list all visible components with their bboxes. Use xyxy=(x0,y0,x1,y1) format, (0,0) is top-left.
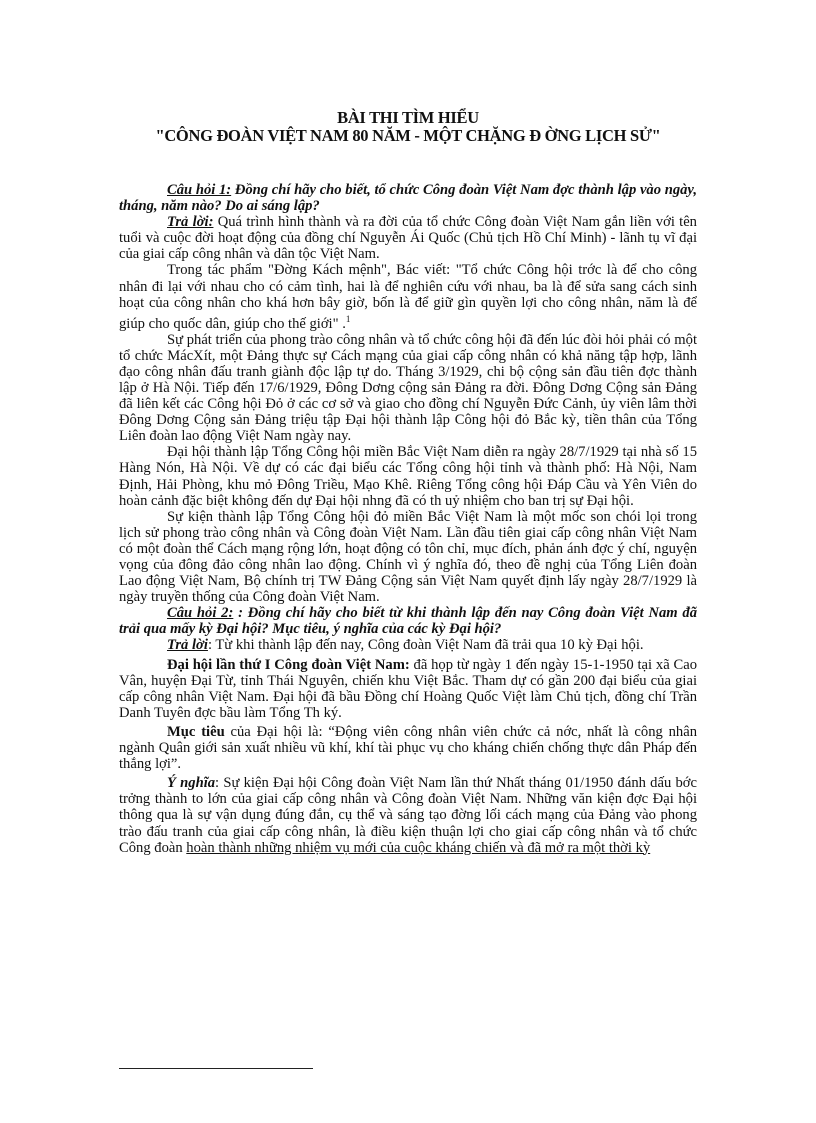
document-title-line2: "CÔNG ĐOÀN VIỆT NAM 80 NĂM - MỘT CHẶNG Đ ỜNG LỊCH SỬ" xyxy=(155,126,661,145)
meaning-heading: Ý nghĩa xyxy=(167,775,216,792)
answer-1-paragraph-4: Đại hội thành lập Tổng Công hội miền Bắc Việt Nam diễn ra ngày 28/7/1929 tại nhà số 15 Hàng Nón, Hà Nội. Về dự có các đại biểu các Tổng công hội tỉnh và thành phố: Hà Nội, Nam Định, Hải Phòng, khu mỏ Đông Triều, Mạo Khê. Riêng Tổng công hội Đáp Cầu và Yên Viên do hoàn cảnh đặc biệt không đến dự Đại hội nhng đã có th uỷ nhiệm cho ban trị sự Đại hội. xyxy=(119,444,697,509)
meaning-text: : Sự kiện Đại hội Công đoàn Việt Nam lần thứ Nhất tháng 01/1950 đánh dấu bớc trởng thành to lớn của giai cấp công nhân và Công đoàn Việt Nam. Những văn kiện đợc Đại hội thông qua là sự vận dụng đúng đắn, cụ thể và sáng tạo đờng lối cách mạng của Đảng vào phong trào đấu tranh của giai cấp công nhân, là điều kiện thuận lợi cho giai cấp công nhân và tổ chức Công đoàn xyxy=(119,775,697,856)
answer-2-text-1: : Từ khi thành lập đến nay, Công đoàn Việt Nam đã trải qua 10 kỳ Đại hội. xyxy=(207,637,644,654)
answer-2-label: Trả lời xyxy=(167,637,208,654)
question-2 xyxy=(119,605,697,637)
answer-2-paragraph-1 xyxy=(119,637,697,653)
answer-1-text-1: Quá trình hình thành và ra đời của tổ chức Công đoàn Việt Nam gắn liền với tên tuổi và cuộc đời hoạt động của đồng chí Nguyễn Ái Quốc (Chủ tịch Hồ Chí Minh) - lãnh tụ vĩ đại của giai cấp công nhân và dân tộc Việt Nam. xyxy=(119,214,697,263)
meaning-text-tail: hoàn thành những nhiệm vụ mới của cuộc kháng chiến và đã mở ra một thời kỳ xyxy=(186,839,651,856)
goal-text: của Đại hội là: “Động viên công nhân viên chức cả nớc, nhất là công nhân ngành Quân giới sản xuất nhiều vũ khí, khí tài phục vụ cho kháng chiến chống thực dân Pháp đến thắng lợi”. xyxy=(119,723,697,773)
question-1-label: Câu hỏi 1: xyxy=(167,182,232,198)
answer-1-paragraph-3: Sự phát triển của phong trào công nhân và tổ chức công hội đã đến lúc đòi hỏi phải có một tổ chức MácXít, một Đảng thực sự Cách mạng của giai cấp công nhân có khả năng tập hợp, lãnh đạo công nhân đấu tranh giành độc lập tự do. Tháng 3/1929, chi bộ cộng sản đầu tiên đợc thành lập ở Hà Nội. Tiếp đến 17/6/1929, Đông Dơng cộng sản Đảng ra đời. Đông Dơng Cộng sản Đảng đã liên kết các Công hội Đỏ ở các cơ sở và giao cho đồng chí Nguyễn Đức Cảnh, ủy viên lâm thời Đông Dơng Cộng sản Đảng triệu tập Đại hội thành lập Công hội đỏ Bắc kỳ, tiền thân của Tổng Liên đoàn lao động Việt Nam ngày nay. xyxy=(119,331,697,445)
congress-1-heading: Đại hội lần thứ I Công đoàn Việt Nam: xyxy=(167,656,410,673)
footnote-separator xyxy=(119,1068,313,1069)
question-2-text: : Đồng chí hãy cho biết từ khi thành lập đến nay Công đoàn Việt Nam đã trải qua mấy kỳ Đại hội? Mục tiêu, ý nghĩa của các kỳ Đại hội? xyxy=(119,605,698,638)
question-1-text: Đồng chí hãy cho biết, tổ chức Công đoàn Việt Nam đợc thành lập vào ngày, tháng, năm nào? Do ai sáng lập? xyxy=(119,182,697,215)
question-2-label: Câu hỏi 2: xyxy=(167,605,234,622)
answer-1-paragraph-2 xyxy=(119,262,697,331)
question-1 xyxy=(119,182,697,214)
congress-1-text: đã họp từ ngày 1 đến ngày 15-1-1950 tại xã Cao Vân, huyện Đại Từ, tỉnh Thái Nguyên, chiến khu Việt Bắc. Tham dự có gần 200 đại biểu của giai cấp công nhân Việt Nam. Đại hội đã bầu Đồng chí Hoàng Quốc Việt làm Chủ tịch, đồng chí Trần Danh Tuyên đợc bầu làm Tổng Th ký. xyxy=(119,656,697,721)
congress-1-meaning-paragraph xyxy=(119,775,697,855)
footnote-marker: 1 xyxy=(345,313,351,324)
answer-1-paragraph-5: Sự kiện thành lập Tổng Công hội đỏ miền Bắc Việt Nam là một mốc son chói lọi trong lịch sử phong trào công nhân và Công đoàn Việt Nam. Lần đầu tiên giai cấp công nhân Việt Nam có một đoàn thể Cách mạng rộng lớn, hoạt động có tôn chỉ, mục đích, phản ánh đợc ý chí, nguyện vọng của đông đảo công nhân lao động. Chính vì ý nghĩa đó, theo đề nghị của Tổng Liên đoàn Lao động Việt Nam, Bộ chính trị TW Đảng Cộng sản Việt Nam quyết định lấy ngày 28/7/1929 là ngày truyền thống của Công đoàn Việt Nam. xyxy=(119,508,697,606)
document-title-line1: BÀI THI TÌM HIỂU xyxy=(337,108,479,127)
document-body xyxy=(119,182,697,856)
goal-heading: Mục tiêu xyxy=(167,723,225,740)
answer-1-paragraph-1 xyxy=(119,214,697,262)
answer-1-label: Trả lời: xyxy=(167,214,214,231)
answer-1-text-2: Trong tác phẩm "Đờng Kách mệnh", Bác viết: "Tổ chức Công hội trớc là để cho công nhân đi lại với nhau cho có cảm tình, hai là để nghiên cứu với nhau, ba là để sửa sang cách sinh hoạt của công nhân cho khá hơn bây giờ, bốn là để giữ gìn quyền lợi cho công nhân, năm là để giúp cho quốc dân, giúp cho thế giới" . xyxy=(119,262,697,332)
congress-1-goal-paragraph xyxy=(119,724,697,772)
congress-1-paragraph xyxy=(119,657,697,721)
